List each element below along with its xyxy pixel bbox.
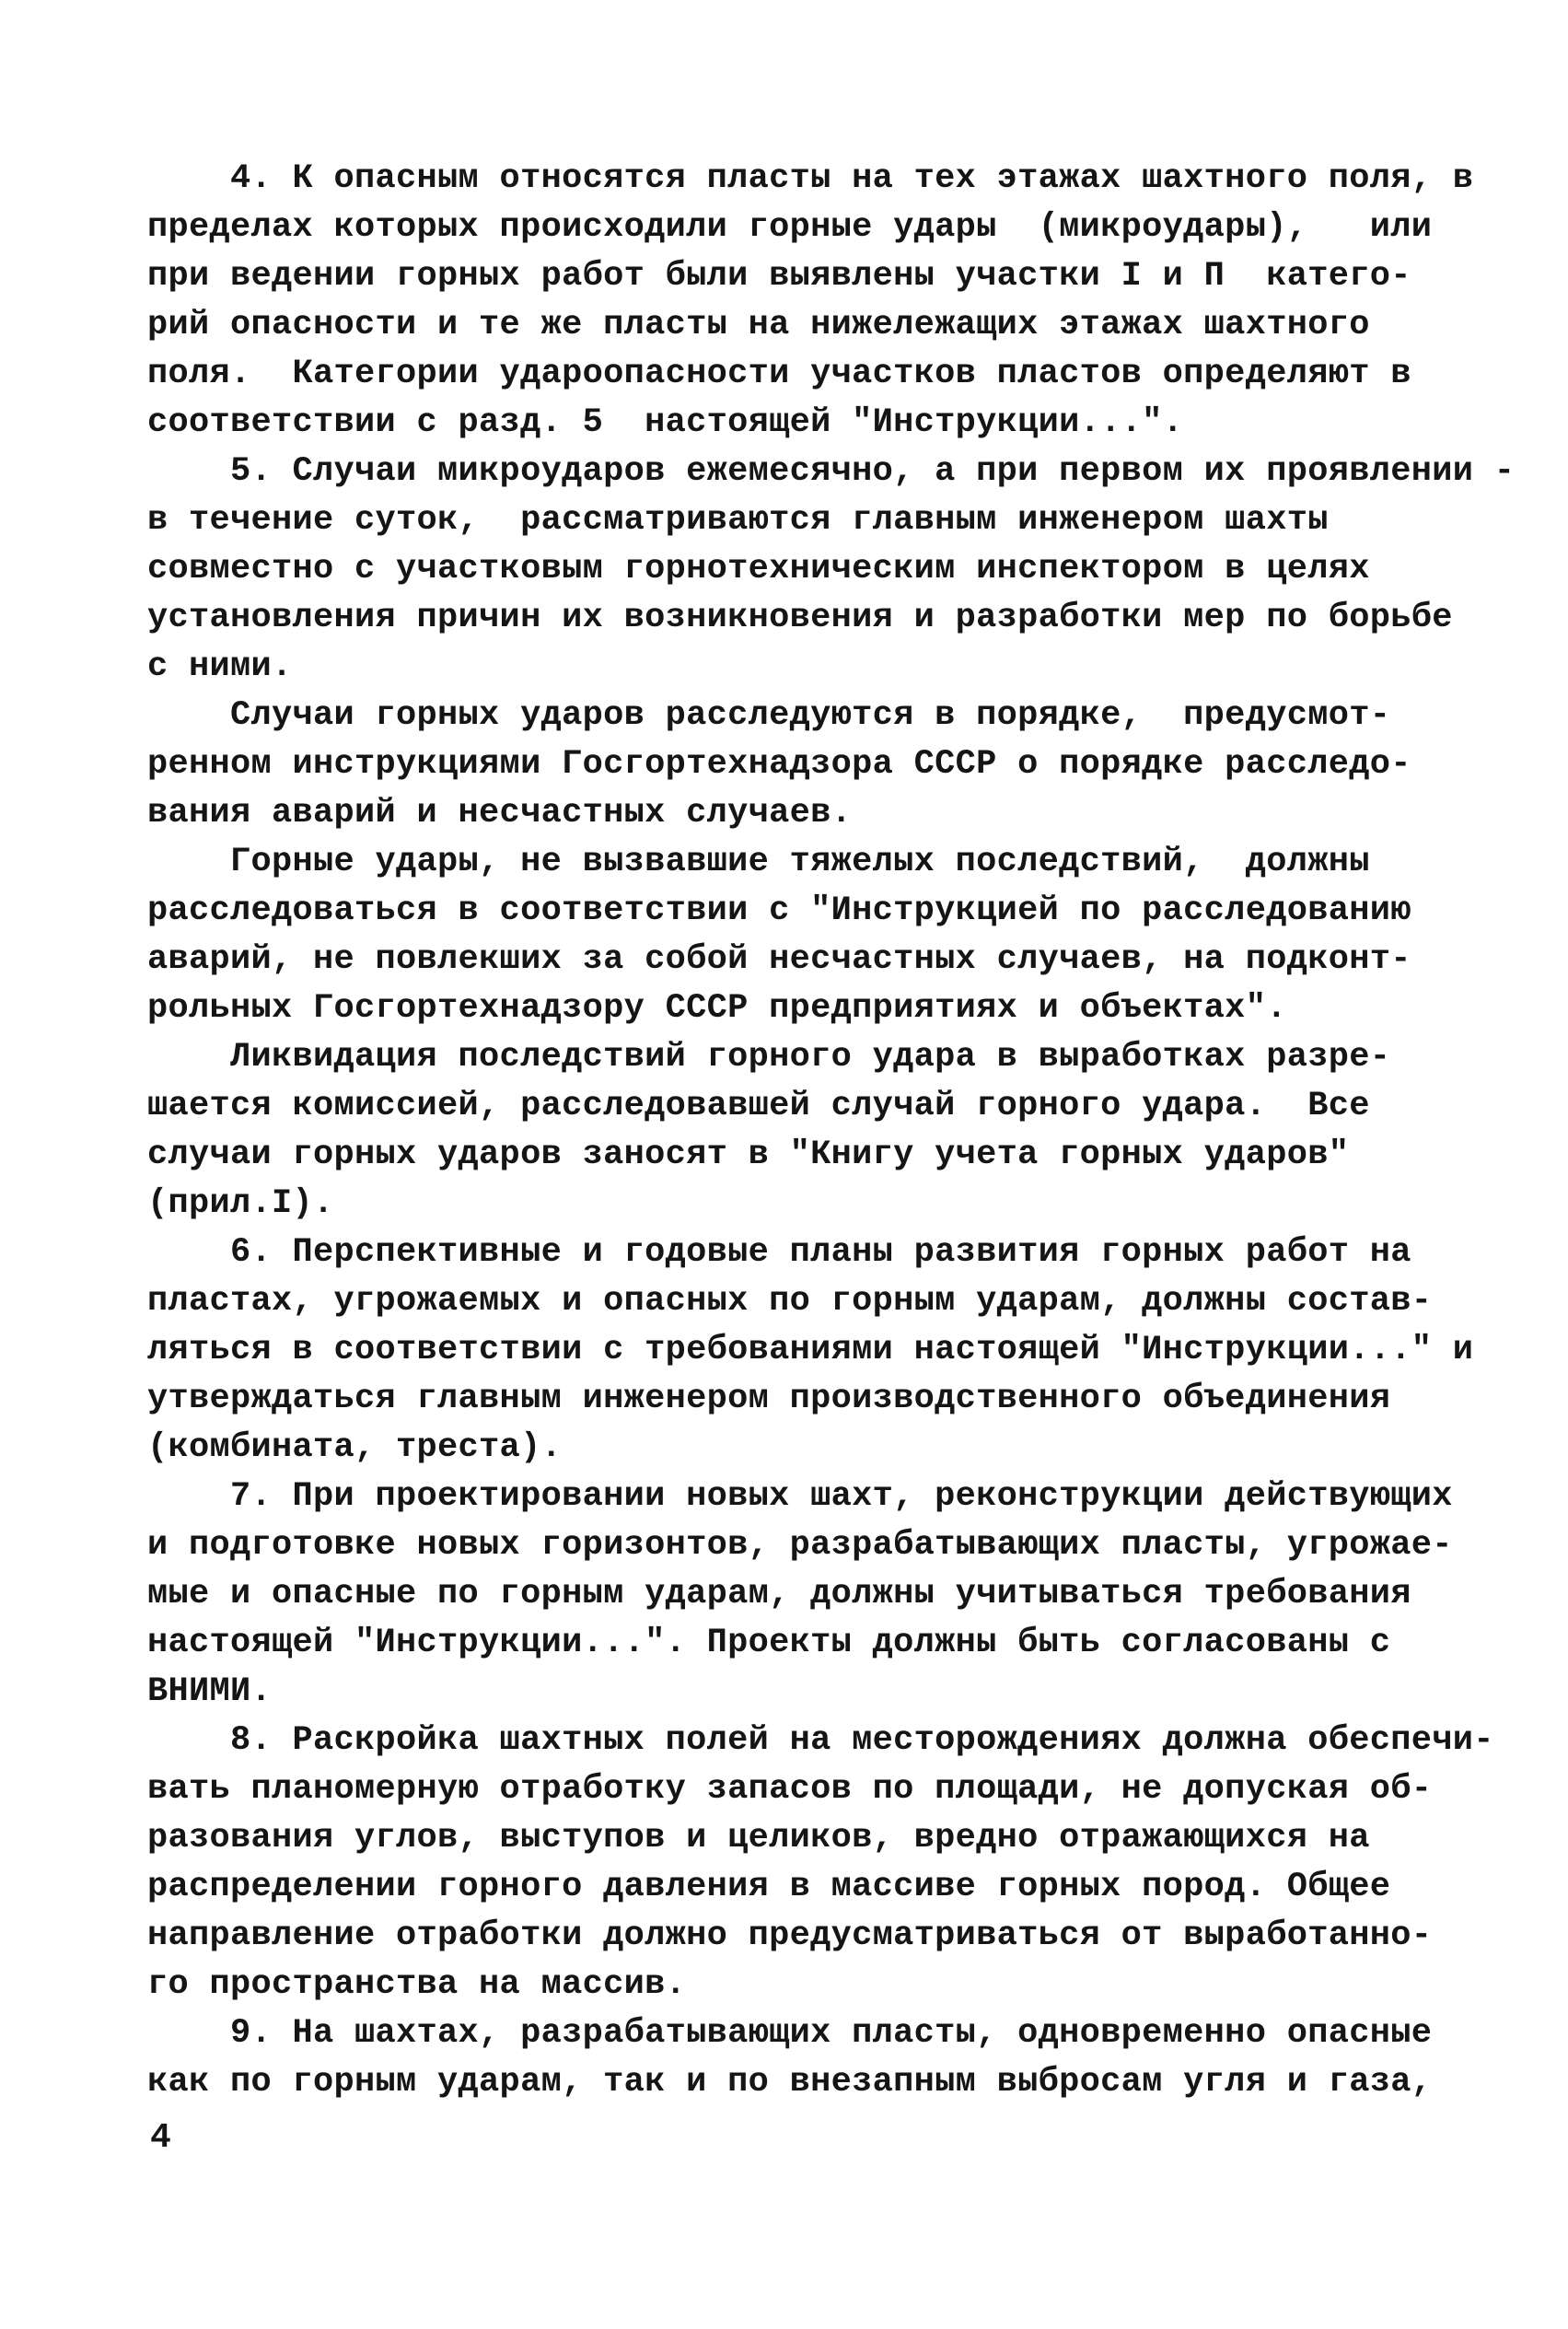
text-line: Ликвидация последствий горного удара в выработках разре- [147,1038,1391,1077]
text-line: случаи горных ударов заносят в "Книгу учета горных ударов" [147,1135,1350,1174]
text-line: поля. Категории удароопасности участков пластов определяют в [147,355,1411,393]
text-line: направление отработки должно предусматриваться от выработанно- [147,1916,1433,1955]
text-line: распределении горного давления в массиве горных пород. Общее [147,1868,1391,1906]
text-line: 9. На шахтах, разрабатывающих пласты, одновременно опасные [147,2014,1433,2053]
text-line: (прил.I). [147,1184,334,1223]
text-line: пределах которых происходили горные удары (микроудары), или [147,208,1433,247]
text-line: шается комиссией, расследовавшей случай горного удара. Все [147,1087,1370,1125]
text-line: разования углов, выступов и целиков, вредно отражающихся на [147,1819,1370,1857]
text-line: соответствии с разд. 5 настоящей "Инструкции...". [147,403,1184,442]
text-line: настоящей "Инструкции...". Проекты должны быть согласованы с [147,1624,1391,1662]
text-line: мые и опасные по горным ударам, должны учитываться требования [147,1575,1411,1613]
text-line: расследоваться в соответствии с "Инструкцией по расследованию [147,891,1411,930]
text-line: рольных Госгортехнадзору СССР предприятиях и объектах". [147,989,1287,1028]
text-line: вания аварий и несчастных случаев. [147,794,853,833]
body-text [147,155,1516,2107]
text-line: вать планомерную отработку запасов по площади, не допуская об- [147,1770,1433,1809]
text-line: ВНИМИ. [147,1672,273,1711]
text-line: 8. Раскройка шахтных полей на месторождениях должна обеспечи- [147,1721,1494,1760]
text-line: ренном инструкциями Госгортехнадзора СССР о порядке расследо- [147,745,1411,784]
text-line: аварий, не повлекших за собой несчастных случаев, на подконт- [147,940,1411,979]
text-line: 5. Случаи микроударов ежемесячно, а при первом их проявлении - [147,452,1516,491]
text-line: Случаи горных ударов расследуются в порядке, предусмот- [147,696,1391,735]
text-line: как по горным ударам, так и по внезапным выбросам угля и газа, [147,2063,1433,2102]
text-line: совместно с участковым горнотехническим инспектором в целях [147,550,1370,588]
text-line: 6. Перспективные и годовые планы развития горных работ на [147,1233,1411,1272]
text-line: го пространства на массив. [147,1965,687,2004]
text-line: ляться в соответствии с требованиями настоящей "Инструкции..." и [147,1331,1474,1369]
text-line: 7. При проектировании новых шахт, реконструкции действующих [147,1477,1453,1516]
text-line: утверждаться главным инженером производственного объединения [147,1380,1391,1418]
text-line: пластах, угрожаемых и опасных по горным ударам, должны состав- [147,1282,1433,1321]
text-line: Горные удары, не вызвавшие тяжелых последствий, должны [147,843,1370,881]
page-number: 4 [150,2118,171,2158]
text-line: установления причин их возникновения и разработки мер по борьбе [147,599,1453,637]
text-line: рий опасности и те же пласты на нижележащих этажах шахтного [147,306,1370,344]
text-line: и подготовке новых горизонтов, разрабатывающих пласты, угрожае- [147,1526,1453,1565]
text-line: 4. К опасным относятся пласты на тех этажах шахтного поля, в [147,159,1474,198]
text-line: при ведении горных работ были выявлены участки I и П катего- [147,257,1411,296]
text-line: (комбината, треста). [147,1428,563,1467]
text-line: в течение суток, рассматриваются главным инженером шахты [147,501,1329,540]
text-line: с ними. [147,647,293,686]
